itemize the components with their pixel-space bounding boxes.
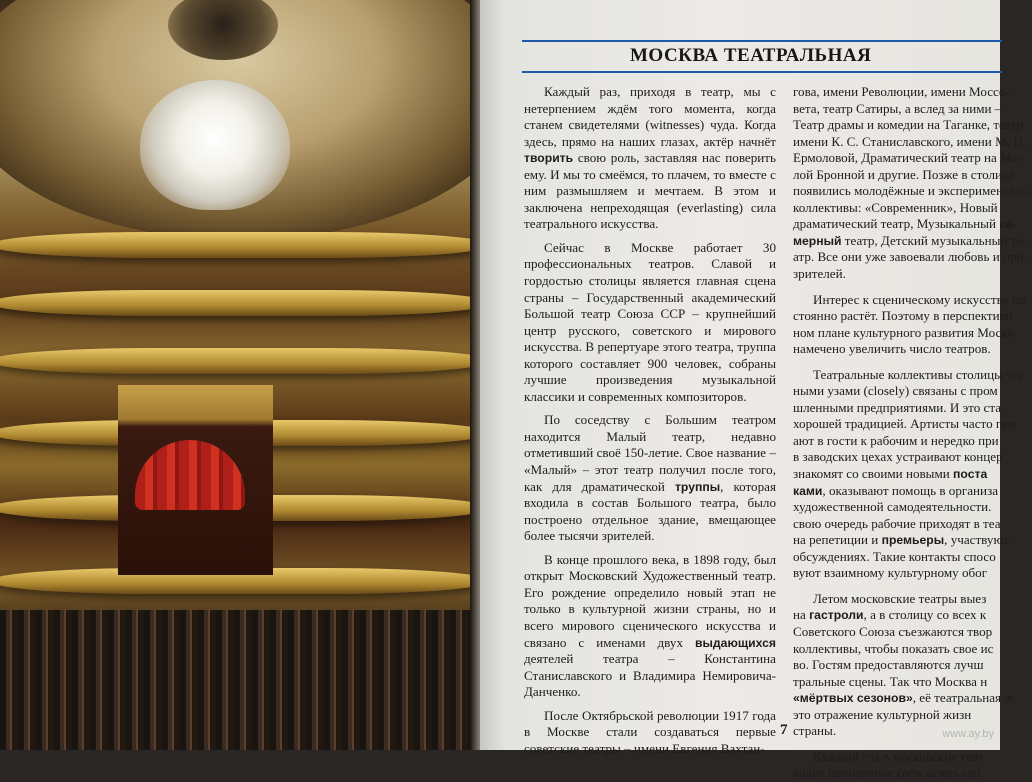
text-run: Советского Союза съезжаются твор <box>793 623 993 639</box>
text-run: вуют взаимному культурному обог <box>793 565 988 581</box>
text-line <box>793 325 1023 342</box>
text-line <box>793 565 1023 582</box>
text-column-right <box>793 84 1032 782</box>
text-run: свою роль, заставляя нас поверить ему. И мы то смеёмся, то плачем, то вместе с ним размышляем и мечтаем. В этом и заключена непреходящая (everlasting) сила театрального искусства. <box>524 150 776 232</box>
text-run: появились молодёжные и эксперименталь- <box>793 183 1032 199</box>
text-line <box>793 291 1026 309</box>
text-run: Сейчас в Москве работает 30 профессиональных театров. Славой и гордостью столицы является главная сцена страны – Государственный академический Большой театр Союза ССР – крупнейший центр русского, советского и мирового искусства. В репертуаре этого театра, труппа которого составляет 900 человек, собраны лучшие произведения музыкальной классики и современных композиторов. <box>524 239 776 404</box>
text-line <box>793 532 1023 549</box>
text-run: коллективы: «Современник», Новый <box>793 199 998 215</box>
text-run: знакомят со своими новыми <box>793 466 954 482</box>
title-rule-top <box>522 40 1002 42</box>
text-run: ном плане культурного развития Москв <box>793 324 1014 340</box>
text-line <box>793 416 1023 433</box>
text-run: , участвуют <box>944 532 1009 548</box>
text-line <box>793 674 1023 691</box>
text-line <box>793 607 1023 624</box>
text-line <box>793 133 1026 151</box>
text-run: намечено увеличить число театров. <box>793 341 991 357</box>
text-run: тральные сцены. Так что Москва н <box>793 673 988 689</box>
text-run: Театральные коллективы столицы тес <box>813 366 1024 382</box>
text-line <box>793 466 1023 483</box>
text-line <box>793 367 1023 384</box>
text-run: Ермоловой, Драматический театр на Ма- <box>793 150 1022 166</box>
text-run: свою очередь рабочие приходят в теа <box>793 515 1001 531</box>
text-line <box>793 117 1023 134</box>
text-run: , её театральная ж <box>912 690 1014 706</box>
text-line <box>793 499 1023 516</box>
text-line <box>793 449 1023 466</box>
title-rule-bottom <box>522 71 1002 73</box>
bold-word: творить <box>524 151 574 166</box>
text-run: ходит пополнение (new actors and <box>793 765 981 781</box>
text-line <box>793 183 1032 200</box>
paragraph-gap <box>793 283 1023 292</box>
text-run: Каждый год в московские теат <box>813 748 984 764</box>
bold-word: выдающихся <box>695 635 776 650</box>
text-line <box>793 707 1023 724</box>
bold-word: гастроли <box>809 608 864 623</box>
paragraph <box>524 240 776 405</box>
text-run: драматический театр, Музыкальный <box>793 216 1000 232</box>
bold-word: ка- <box>999 217 1017 232</box>
text-run: Интерес к сценическому искусству по <box>813 291 1026 307</box>
text-line <box>793 591 1023 608</box>
text-run: обсуждениях. Такие контакты спосо <box>793 548 996 564</box>
text-line <box>793 232 1027 250</box>
text-run: ными узами (closely) связаны с пром <box>793 383 998 399</box>
chandelier <box>140 80 290 210</box>
text-run: лой Бронной и другие. Позже в столице <box>793 166 1015 182</box>
text-line <box>793 657 1023 674</box>
text-line <box>793 249 1028 266</box>
text-line <box>793 765 1023 782</box>
text-run: Каждый раз, приходя в театр, мы с нетерпением ждём того момента, когда станем свидетелями (witnesses) чуда. Когда здесь, прямо на наших глазах, актёр начнёт <box>524 84 776 149</box>
watermark: www.ay.by <box>942 728 994 740</box>
text-line <box>793 341 1023 358</box>
text-line <box>793 641 1023 658</box>
paragraph <box>524 412 776 544</box>
text-line <box>793 483 1023 500</box>
bold-word: премьеры <box>881 533 945 548</box>
text-run: ают в гости к рабочим и нередко при <box>793 432 999 448</box>
text-run: Летом московские театры выез <box>813 590 987 606</box>
text-run: , которая входила в состав Большого театра, было построено отдельное здание, вмещающее более тысячи зрителей. <box>524 478 776 544</box>
text-run: коллективы, чтобы показать свое ис <box>793 640 994 656</box>
paragraph <box>524 84 776 233</box>
bold-word: труппы <box>674 479 721 494</box>
text-line <box>793 216 1023 233</box>
audience-stalls <box>0 610 478 750</box>
bold-word: «мёртвых сезонов» <box>793 691 913 706</box>
text-line <box>793 690 1023 707</box>
text-run: вета, театр Сатиры, а вслед за ними – <box>793 100 1002 116</box>
text-line <box>793 383 1023 400</box>
text-run: шленными предприятиями. И это ста <box>793 399 1002 415</box>
text-line <box>793 150 1023 167</box>
text-line <box>793 549 1023 566</box>
text-run: это отражение культурной жизн <box>793 706 972 722</box>
theatre-interior-photo <box>0 0 478 750</box>
text-run: на репетиции и <box>793 532 882 548</box>
text-run: По соседству с Большим театром находится Малый театр, недавно отметивший своё 150-летие. Свое название – «Малый» – этот театр получил после того, как для драматической <box>524 412 776 494</box>
text-run: Театр драмы и комедии на Таганке, театр <box>793 117 1023 133</box>
text-run: страны. <box>793 723 837 739</box>
text-run: В конце прошлого века, в 1898 году, был открыт Московский Художественный театр. Его рождение определило новый этап не только в культурной жизни страны, но и всего мирового сценического искусства и связано с именами двух <box>524 551 776 650</box>
text-run: деятелей театра – Константина Станиславского и Владимира Немировича-Данченко. <box>524 651 776 700</box>
text-line <box>793 266 1023 283</box>
paragraph <box>524 708 776 758</box>
text-run: После Октябрьской революции 1917 года в Москве стали создаваться первые советские театры – имени Евгения Вахтан- <box>524 707 776 756</box>
text-line <box>793 308 1023 325</box>
text-line <box>793 167 1023 184</box>
page-title: МОСКВА ТЕАТРАЛЬНАЯ <box>630 45 872 66</box>
text-run: атр. Все они уже завоевали любовь и при- <box>793 249 1028 265</box>
text-run: зрителей. <box>793 266 846 282</box>
text-line <box>793 84 1023 101</box>
text-line <box>793 516 1023 533</box>
balcony-tier <box>0 290 490 316</box>
page-number: 7 <box>780 722 788 738</box>
text-run: в заводских цехах устраивают концер <box>793 449 1003 465</box>
text-line <box>793 400 1023 417</box>
text-line <box>793 749 1023 766</box>
bold-word: поста <box>953 467 988 482</box>
text-run: , а в столицу со всех к <box>863 607 987 623</box>
text-line <box>793 200 1023 217</box>
text-run: гова, имени Революции, имени Моссо- <box>793 84 1010 99</box>
text-run: стоянно растёт. Поэтому в перспективн <box>793 308 1013 324</box>
text-run: хорошей традицией. Артисты часто при <box>793 416 1017 432</box>
balcony-tier <box>0 348 490 374</box>
text-run: , оказывают помощь в организа <box>822 482 999 498</box>
text-column-left <box>524 84 776 764</box>
text-run: театр, Детский музыкальный те- <box>841 232 1027 248</box>
text-line <box>793 433 1023 450</box>
text-run: на <box>793 607 810 623</box>
paragraph <box>524 552 776 701</box>
bold-word: мерный <box>793 233 842 248</box>
text-run: художественной самодеятельности. <box>793 499 992 515</box>
paragraph-gap <box>793 582 1023 591</box>
text-line <box>793 101 1023 118</box>
bold-word: ками <box>793 483 823 498</box>
paragraph-gap <box>793 358 1023 367</box>
balcony-tier <box>0 232 490 258</box>
text-page <box>480 0 1032 781</box>
text-run: имени К. С. Станиславского, имени М. Н. <box>793 133 1026 149</box>
text-line <box>793 624 1023 641</box>
paragraph-gap <box>793 740 1023 749</box>
text-run: во. Гостям предоставляются лучш <box>793 657 984 673</box>
